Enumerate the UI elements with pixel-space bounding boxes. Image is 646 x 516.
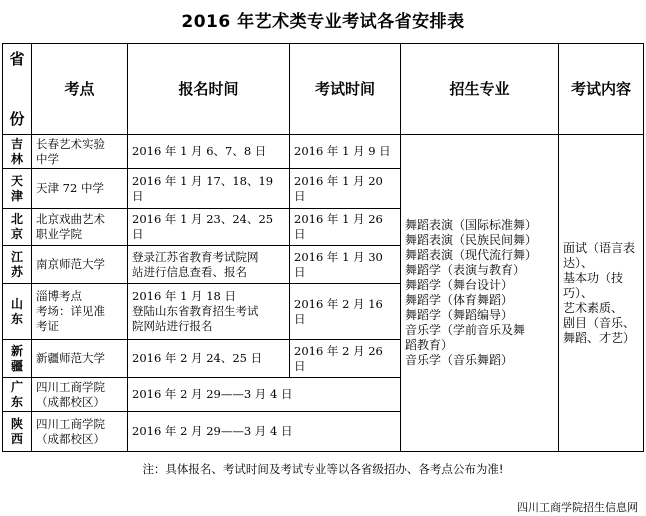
exam-content-cell: 面试（语言表 达）、 基本功（技 巧）、 艺术素质、 剧目（音乐、 舞蹈、才艺）: [559, 135, 644, 452]
province-cell: 山 东: [3, 284, 32, 340]
source-credit: 四川工商学院招生信息网: [517, 501, 638, 514]
registration-cell: 登录江苏省教育考试院网 站进行信息查看、报名: [128, 246, 290, 284]
registration-exam-merged-cell: 2016 年 2 月 29——3 月 4 日: [128, 378, 401, 412]
header-venue: 考点: [32, 44, 128, 135]
province-cell: 吉 林: [3, 135, 32, 169]
header-registration: 报名时间: [128, 44, 290, 135]
province-cell: 江 苏: [3, 246, 32, 284]
registration-cell: 2016 年 1 月 23、24、25 日: [128, 209, 290, 246]
province-cell: 陕 西: [3, 412, 32, 452]
venue-cell: 淄博考点 考场：详见准 考证: [32, 284, 128, 340]
majors-cell: 舞蹈表演（国际标准舞） 舞蹈表演（民族民间舞） 舞蹈表演（现代流行舞） 舞蹈学（表演与教育） 舞蹈学（舞台设计） 舞蹈学（体育舞蹈） 舞蹈学（舞蹈编导） 音乐学（学前音乐及舞 蹈教育） 音乐学（音乐舞蹈）: [401, 135, 559, 452]
exam-time-cell: 2016 年 1 月 26 日: [290, 209, 401, 246]
venue-cell: 四川工商学院 （成都校区）: [32, 412, 128, 452]
exam-time-cell: 2016 年 1 月 9 日: [290, 135, 401, 169]
page-title: 2016 年艺术类专业考试各省安排表: [181, 12, 465, 32]
venue-cell: 长春艺术实验 中学: [32, 135, 128, 169]
venue-cell: 南京师范大学: [32, 246, 128, 284]
exam-time-cell: 2016 年 1 月 20 日: [290, 169, 401, 209]
registration-cell: 2016 年 2 月 24、25 日: [128, 340, 290, 378]
registration-exam-merged-cell: 2016 年 2 月 29——3 月 4 日: [128, 412, 401, 452]
header-exam-time: 考试时间: [290, 44, 401, 135]
exam-time-cell: 2016 年 1 月 30 日: [290, 246, 401, 284]
venue-cell: 新疆师范大学: [32, 340, 128, 378]
province-cell: 新 疆: [3, 340, 32, 378]
exam-time-cell: 2016 年 2 月 16 日: [290, 284, 401, 340]
schedule-table: [2, 43, 644, 452]
footnote: 注：具体报名、考试时间及考试专业等以各省级招办、各考点公布为准!: [142, 462, 504, 476]
registration-cell: 2016 年 1 月 6、7、8 日: [128, 135, 290, 169]
venue-cell: 北京戏曲艺术 职业学院: [32, 209, 128, 246]
header-majors: 招生专业: [401, 44, 559, 135]
table-header-row: [3, 44, 644, 135]
province-cell: 北 京: [3, 209, 32, 246]
province-cell: 天 津: [3, 169, 32, 209]
venue-cell: 四川工商学院 （成都校区）: [32, 378, 128, 412]
exam-time-cell: 2016 年 2 月 26 日: [290, 340, 401, 378]
registration-cell: 2016 年 1 月 17、18、19 日: [128, 169, 290, 209]
registration-cell: 2016 年 1 月 18 日 登陆山东省教育招生考试 院网站进行报名: [128, 284, 290, 340]
table-row: [3, 135, 644, 169]
header-province: 省 份: [3, 44, 32, 135]
province-cell: 广 东: [3, 378, 32, 412]
header-exam-content: 考试内容: [559, 44, 644, 135]
venue-cell: 天津 72 中学: [32, 169, 128, 209]
